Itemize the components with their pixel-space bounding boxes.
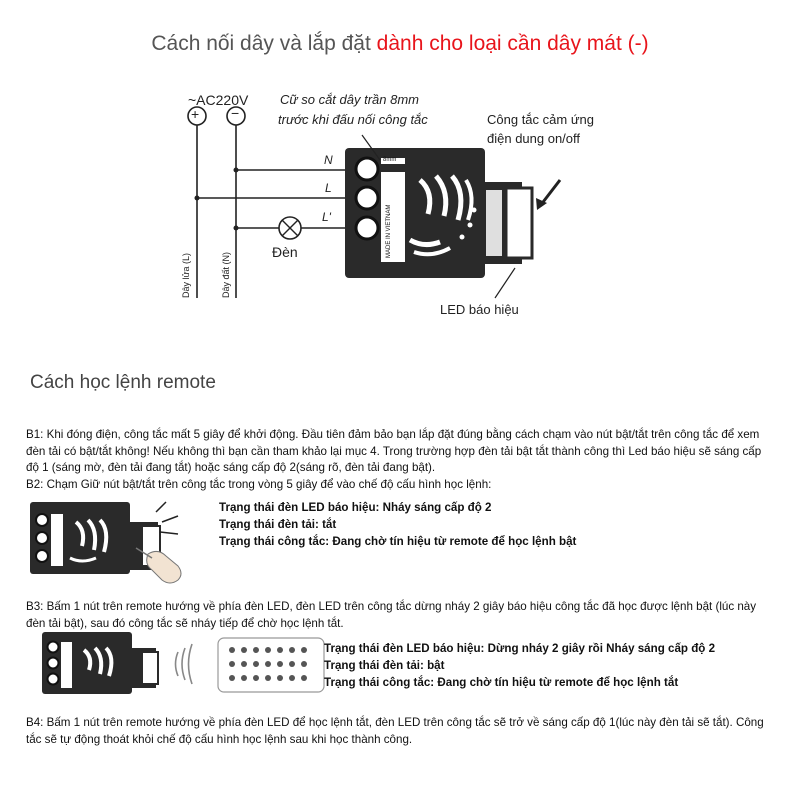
ir-signal-icon [176, 644, 193, 684]
strip-note-line2: trước khi đấu nối công tắc [278, 112, 428, 127]
b3-status-load: Trạng thái đèn tải: bật [324, 659, 445, 672]
title-highlight: dành cho loại cần dây mát (-) [376, 32, 649, 55]
switch-device [345, 148, 532, 278]
b3-switch-device [42, 632, 158, 694]
device-made-in: MADE IN VIETNAM [386, 204, 392, 258]
step-b2: B2: Chạm Giữ nút bật/tắt trên công tắc trong vòng 5 giây để vào chế độ cấu hình học lệnh: [26, 478, 492, 491]
neutral-wire-label: Dây đất (N) [221, 251, 231, 298]
switch-label-line1: Công tắc cảm ứng [487, 112, 594, 127]
b2-status-led: Trạng thái đèn LED báo hiệu: Nháy sáng cấp độ 2 [219, 501, 492, 514]
supply-label: ~AC220V [188, 92, 249, 108]
lamp-label: Đèn [272, 244, 298, 260]
title-prefix: Cách nối dây và lắp đặt [151, 32, 377, 55]
device-size-mark: 8mm [383, 157, 397, 163]
terminal-l-label: L [325, 181, 332, 195]
strip-note-line1: Cữ so cắt dây trần 8mm [280, 92, 420, 107]
live-wire-label: Dây lửa (L) [181, 252, 191, 298]
wiring-diagram [0, 0, 800, 340]
b2-status-load: Trạng thái đèn tải: tắt [219, 518, 337, 531]
section-title: Cách học lệnh remote [30, 372, 216, 393]
b2-switch-device [30, 502, 160, 574]
terminal-n-label: N [324, 153, 333, 167]
b2-status-switch: Trạng thái công tắc: Đang chờ tín hiệu từ remote để học lệnh bật [219, 535, 577, 548]
step-b4: B4: Bấm 1 nút trên remote hướng về phía đèn LED để học lệnh tắt, đèn LED trên công tắc sẽ trở về sáng cấp độ 1(lúc này đèn tải sẽ tắt). Công tắc sẽ tự động thoát khỏi chế độ cấu hình học lệnh sau khi học thành công. [26, 716, 764, 746]
b3-status-led: Trạng thái đèn LED báo hiệu: Dừng nháy 2 giây rồi Nháy sáng cấp độ 2 [324, 642, 716, 655]
step-b3: B3: Bấm 1 nút trên remote hướng về phía đèn LED, đèn LED trên công tắc dừng nháy 2 giây báo hiệu công tắc đã học được lệnh bật (lúc này đèn tải bật), sau đó công tắc sẽ nháy tiếp để chờ học lệnh tắt. [26, 600, 757, 630]
remote-control-icon [218, 638, 324, 692]
step-b1: B1: Khi đóng điện, công tắc mất 5 giây để khởi động. Đầu tiên đảm bảo bạn lắp đặt đúng bằng cách chạm vào nút bật/tắt trên công tắc để xem đèn tải có bật/tắt không! Nếu không thì bạn cần tham khảo lại mục 4. Trong trường hợp đèn tải bật tắt thành công thì Led báo hiệu sẽ sáng cấp độ 1 (sáng mờ, đèn tải đang tắt) hoặc sáng cấp độ 2(sáng rõ, đèn tải đang bật). [26, 428, 762, 474]
led-label: LED báo hiệu [440, 302, 519, 317]
minus-symbol: − [231, 105, 240, 121]
b2-illustration [28, 496, 218, 586]
plus-symbol: + [191, 106, 200, 122]
terminal-l2-label: L' [322, 210, 331, 224]
led-pointer [495, 268, 515, 298]
lamp-icon [279, 217, 301, 239]
switch-label-line2: điện dung on/off [487, 131, 581, 146]
b3-illustration [40, 630, 330, 700]
b3-status-switch: Trạng thái công tắc: Đang chờ tín hiệu từ remote để học lệnh tắt [324, 676, 679, 689]
